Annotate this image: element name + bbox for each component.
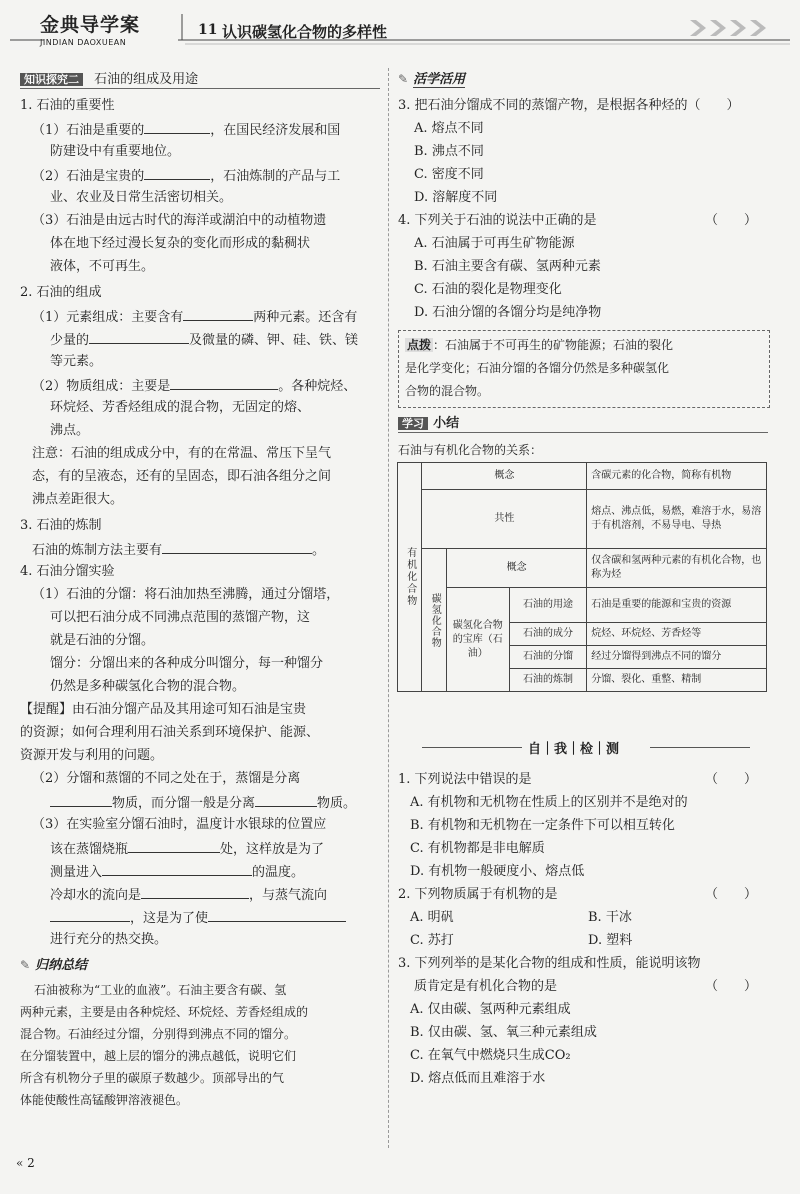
study-badge: 学习 [398, 417, 428, 430]
tip-label: 点拨 [407, 338, 432, 352]
option[interactable]: D. 有机物一般硬度小、熔点低 [410, 864, 585, 879]
table-side-label: 有机化合物 [398, 463, 422, 692]
fill-blank[interactable] [162, 539, 312, 554]
section-heading [20, 68, 380, 89]
text-line: 态，有的呈液态，还有的呈固态，即石油各组分之间 [32, 469, 332, 484]
option[interactable]: C. 密度不同 [414, 167, 484, 182]
text-line: 防建设中有重要地位。 [50, 144, 181, 159]
self-check-title: 自｜我｜检｜测 [528, 742, 620, 757]
section-title: 石油的组成及用途 [94, 72, 199, 87]
option[interactable]: A. 石油属于可再生矿物能源 [414, 236, 575, 251]
fill-blank[interactable] [170, 375, 278, 390]
text-line: 冷却水的流向是 ，与蒸气流向 [50, 884, 327, 906]
text-line: 测量进入 的温度。 [50, 861, 304, 883]
text-line: （2）物质组成：主要是 。各种烷烃、 [32, 375, 356, 397]
option[interactable]: D. 溶解度不同 [414, 190, 498, 205]
text-line: 少量的 及微量的磷、钾、硅、铁、镁 [50, 329, 358, 351]
page-header [0, 0, 800, 48]
option[interactable]: B. 石油主要含有碳、氢两种元素 [414, 259, 601, 274]
table-cell: 含碳元素的化合物，简称有机物 [587, 463, 767, 490]
text-line: 1. 石油的重要性 [20, 98, 115, 113]
text-line: 石油的炼制方法主要有 。 [32, 539, 325, 561]
table-cell: 概念 [422, 463, 587, 490]
fill-blank[interactable] [208, 907, 346, 922]
text-line: 体在地下经过漫长复杂的变化而形成的黏稠状 [50, 236, 311, 251]
text-line: （2）石油是宝贵的 ，石油炼制的产品与工 [32, 165, 340, 187]
tip-line: 【提醒】由石油分馏产品及其用途可知石油是宝贵 [20, 702, 307, 717]
study-title: 小结 [433, 416, 460, 431]
table-cell: 石油是重要的能源和宝贵的资源 [587, 588, 767, 623]
page-number-text: 2 [27, 1156, 35, 1170]
table-cell: 石油的用途 [509, 588, 587, 623]
fill-blank[interactable] [144, 165, 210, 180]
text-line: 3. 石油的炼制 [20, 518, 102, 533]
brand-title: 金典导学案 [40, 14, 141, 36]
page-number [16, 1156, 35, 1170]
answer-paren[interactable]: （ ） [705, 979, 758, 994]
double-chevron-icon: « [16, 1156, 24, 1170]
option[interactable]: A. 熔点不同 [414, 121, 484, 136]
summary-line: 在分馏装置中，越上层的馏分的沸点越低，说明它们 [20, 1049, 297, 1063]
section-badge: 知识探究二 [20, 73, 83, 86]
pencil-icon: ✎ [398, 72, 409, 86]
text-line: 环烷烃、芳香烃组成的混合物，无固定的熔、 [50, 400, 311, 415]
answer-paren[interactable]: （ ） [705, 887, 758, 902]
summary-line: 石油被称为“工业的血液”。石油主要含有碳、氢 [34, 983, 287, 997]
column-divider [388, 68, 389, 1148]
text-line: 的资源；如何合理利用石油关系到环境保护、能源、 [20, 725, 320, 740]
summary-heading [20, 954, 380, 972]
summary-line: 所含有机物分子里的碳原子数越少。顶部导出的气 [20, 1071, 285, 1085]
fill-blank[interactable] [50, 907, 130, 922]
text-line: 液体，不可再生。 [50, 259, 155, 274]
text-line: 物质，而分馏一般是分离 物质。 [50, 792, 356, 814]
text-line: 仍然是多种碳氢化合物的混合物。 [50, 679, 246, 694]
table-cell: 石油的分馏 [509, 646, 587, 669]
question-3: 3. 把石油分馏成不同的蒸馏产物，是根据各种烃的（ ） [398, 98, 740, 113]
text-line: （1）石油是重要的 ，在国民经济发展和国 [32, 119, 340, 141]
summary-title: 归纳总结 [35, 958, 88, 973]
text-line: 可以把石油分成不同沸点范围的蒸馏产物，这 [50, 610, 311, 625]
pencil-icon: ✎ [20, 958, 31, 972]
option[interactable]: D. 熔点低而且难溶于水 [410, 1071, 546, 1086]
fill-blank[interactable] [89, 329, 189, 344]
option[interactable]: C. 石油的裂化是物理变化 [414, 282, 562, 297]
option[interactable]: A. 仅由碳、氢两种元素组成 [410, 1002, 571, 1017]
text-line: 4. 石油分馏实验 [20, 564, 115, 579]
fill-blank[interactable] [128, 838, 220, 853]
check-question-3-cont: 质肯定是有机化合物的是 [414, 979, 558, 994]
fill-blank[interactable] [144, 119, 210, 134]
option[interactable]: B. 仅由碳、氢、氧三种元素组成 [410, 1025, 597, 1040]
text-line: 沸点差距很大。 [32, 492, 124, 507]
text-line: （3）在实验室分馏石油时，温度计水银球的位置应 [32, 817, 327, 832]
summary-table [397, 462, 767, 692]
fill-blank[interactable] [50, 792, 112, 807]
summary-line: 混合物。石油经过分馏，分别得到沸点不同的馏分。 [20, 1027, 297, 1041]
brand-subtitle: JINDIAN DAOXUEAN [40, 38, 127, 47]
brand-logo [40, 10, 180, 47]
apply-title: 活学活用 [413, 72, 466, 87]
self-check-banner [402, 737, 770, 757]
option[interactable]: C. 有机物都是非电解质 [410, 841, 545, 856]
check-question-2: 2. 下列物质属于有机物的是 [398, 887, 558, 902]
text-line: 等元素。 [50, 354, 103, 369]
tip-line: 是化学变化；石油分馏的各馏分仍然是多种碳氢化 [405, 361, 670, 375]
tip-line: 点拨 ：石油属于不可再生的矿物能源；石油的裂化 [407, 338, 674, 352]
answer-paren[interactable]: （ ） [705, 213, 758, 228]
question-4: 4. 下列关于石油的说法中正确的是 [398, 213, 597, 228]
table-cell: 石油的成分 [509, 623, 587, 646]
text-line: 业、农业及日常生活密切相关。 [50, 190, 233, 205]
tip-box [398, 330, 770, 408]
option[interactable]: D. 石油分馏的各馏分均是纯净物 [414, 305, 602, 320]
summary-line: 体能使酸性高锰酸钾溶液褪色。 [20, 1093, 189, 1107]
answer-paren[interactable]: （ ） [705, 772, 758, 787]
table-cell: 分馏、裂化、重整、精制 [587, 669, 767, 692]
fill-blank[interactable] [255, 792, 317, 807]
check-question-1: 1. 下列说法中错误的是 [398, 772, 532, 787]
fill-blank[interactable] [102, 861, 252, 876]
option[interactable]: C. 在氧气中燃烧只生成CO₂ [410, 1048, 571, 1063]
table-hc-label: 碳氢化合物 [422, 549, 446, 692]
fill-blank[interactable] [141, 884, 249, 899]
relation-text: 石油与有机化合物的关系： [398, 443, 543, 457]
text-line: 2. 石油的组成 [20, 285, 102, 300]
text-line: （2）分馏和蒸馏的不同之处在于，蒸馏是分离 [32, 771, 301, 786]
text-line: ，这是为了使 [50, 907, 346, 929]
text-line: 馏分：分馏出来的各种成分叫馏分，每一种馏分 [50, 656, 324, 671]
table-cell: 概念 [446, 549, 586, 588]
study-heading [398, 412, 768, 433]
text-line: （3）石油是由远古时代的海洋或湖泊中的动植物遗 [32, 213, 327, 228]
note-line: 注意：石油的组成成分中，有的在常温、常压下呈气 [32, 446, 332, 461]
apply-heading [398, 68, 768, 86]
fill-blank[interactable] [183, 306, 253, 321]
table-cell: 石油的炼制 [509, 669, 587, 692]
table-cell: 共性 [422, 490, 587, 549]
text-line: 就是石油的分馏。 [50, 633, 155, 648]
option[interactable]: A. 明矾 [410, 910, 454, 925]
chapter-number: 11 [198, 22, 218, 38]
text-line: 沸点。 [50, 423, 90, 438]
option[interactable]: B. 干冰 [588, 910, 632, 925]
table-treasure: 碳氢化合物的宝库（石油） [446, 588, 509, 692]
summary-line: 两种元素，主要是由各种烷烃、环烷烃、芳香烃组成的 [20, 1005, 309, 1019]
chevron-decor-icon [690, 20, 766, 36]
text-line: （1）石油的分馏：将石油加热至沸腾，通过分馏塔， [32, 587, 340, 602]
option[interactable]: A. 有机物和无机物在性质上的区别并不是绝对的 [410, 795, 688, 810]
check-question-3: 3. 下列列举的是某化合物的组成和性质，能说明该物 [398, 956, 701, 971]
table-cell: 仅含碳和氢两种元素的有机化合物，也称为烃 [587, 549, 767, 588]
tip-line: 合物的混合物。 [405, 384, 490, 398]
text-line: 资源开发与利用的问题。 [20, 748, 164, 763]
option[interactable]: B. 沸点不同 [414, 144, 484, 159]
table-cell: 经过分馏得到沸点不同的馏分 [587, 646, 767, 669]
text-line: （1）元素组成：主要含有 两种元素。还含有 [32, 306, 357, 328]
text-line: 该在蒸馏烧瓶 处，这样放是为了 [50, 838, 324, 860]
text-line: 进行充分的热交换。 [50, 932, 168, 947]
table-cell: 熔点、沸点低，易燃，难溶于水，易溶于有机溶剂，不易导电、导热 [587, 490, 767, 549]
option[interactable]: B. 有机物和无机物在一定条件下可以相互转化 [410, 818, 675, 833]
chapter-title: 认识碳氢化合物的多样性 [222, 23, 388, 41]
option[interactable]: C. 苏打 [410, 933, 454, 948]
table-cell: 烷烃、环烷烃、芳香烃等 [587, 623, 767, 646]
option[interactable]: D. 塑料 [588, 933, 633, 948]
